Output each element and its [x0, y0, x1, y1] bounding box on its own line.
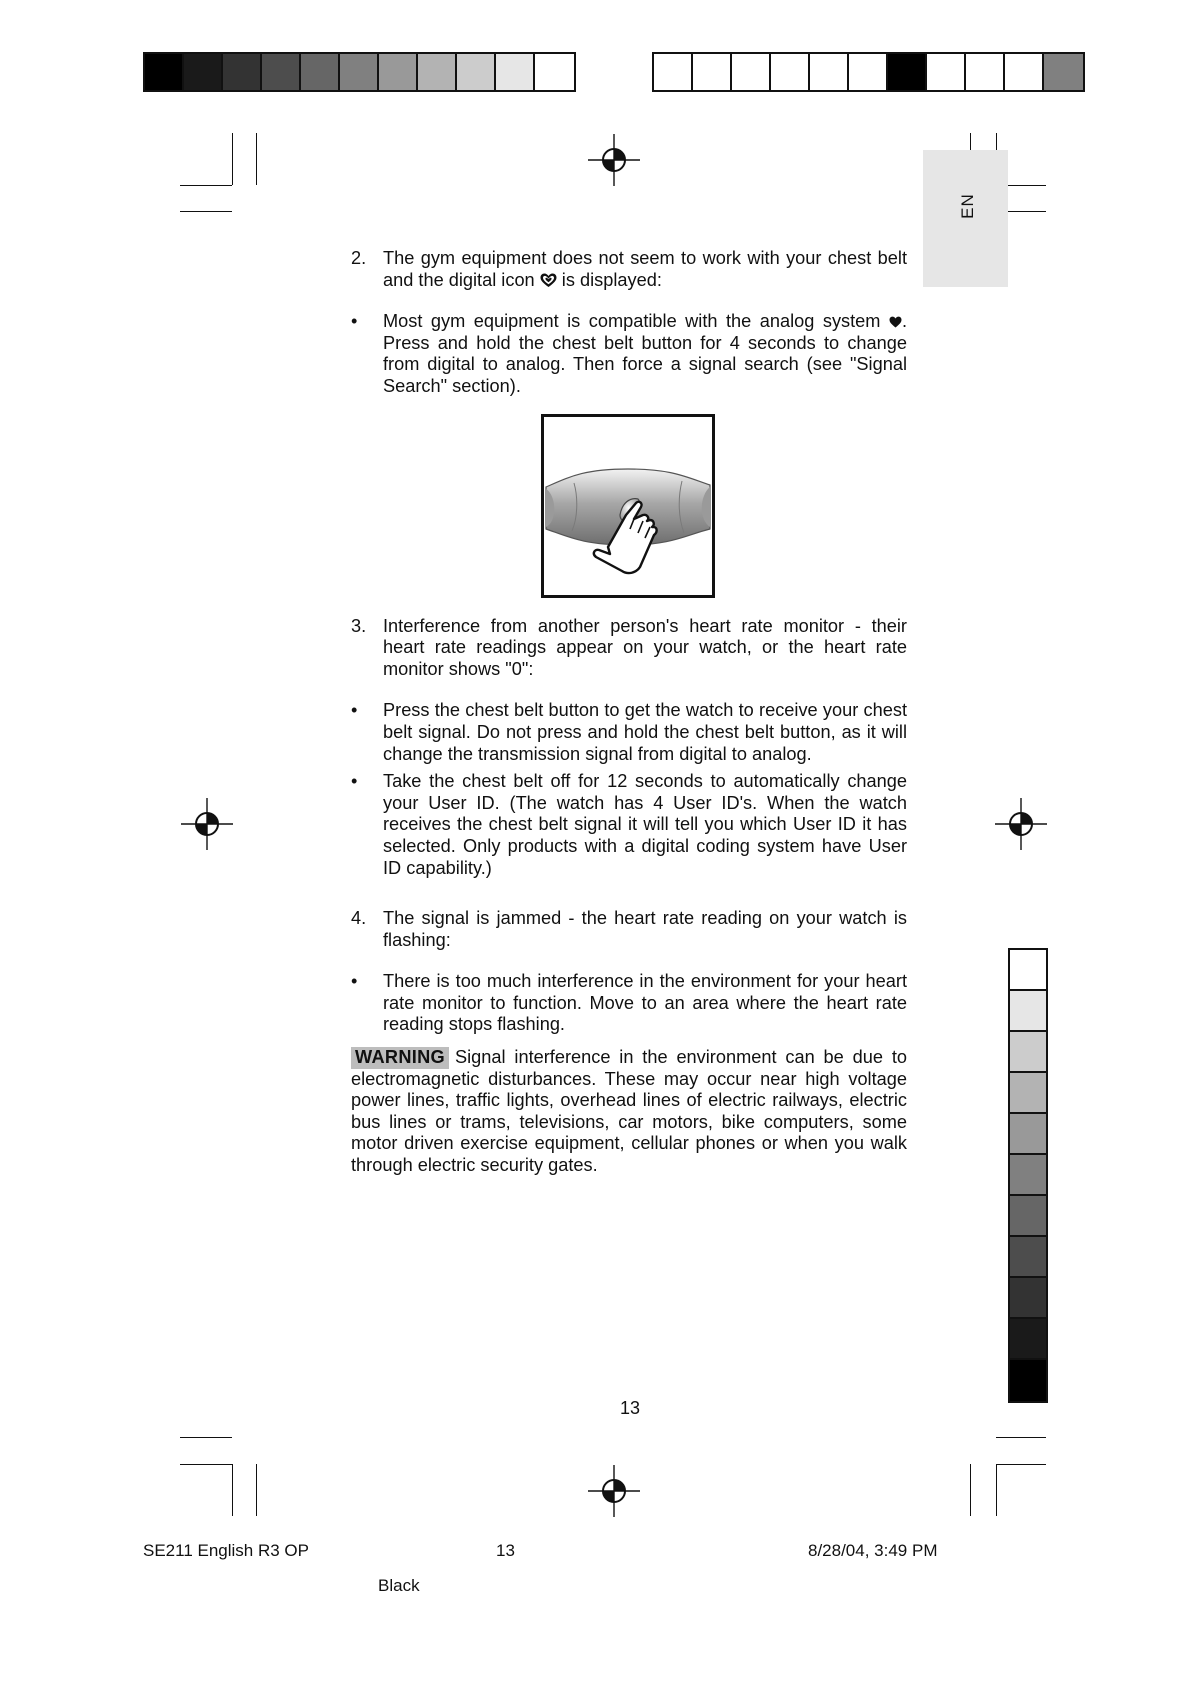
color-swatch [535, 54, 574, 90]
bullet-item [351, 700, 907, 765]
item-text: Press the chest belt button to get the watch to receive your chest belt signal. Do not press and hold the chest belt button, as it will change the transmission signal from digital to analog. [383, 700, 907, 764]
warning-text: Signal interference in the environment can be due to electromagnetic disturbances. These may occur near high voltage power lines, traffic lights, overhead lines of electric railways, electric bus lines or trams, televisions, car motors, bike computers, some motor driven exercise equipment, cellular phones or when you walk through electric security gates. [351, 1047, 907, 1176]
color-swatch [771, 54, 810, 90]
crop-mark [996, 1437, 1046, 1438]
crop-mark [180, 1464, 232, 1465]
side-color-bar [1008, 948, 1048, 1403]
color-swatch [732, 54, 771, 90]
item-text: There is too much interference in the environment for your heart rate monitor to function. Move to an area where the heart rate reading stops flashing. [383, 971, 907, 1035]
list-item-3 [351, 616, 907, 681]
bullet-marker: • [351, 771, 358, 792]
registration-mark-icon [179, 796, 235, 852]
item-text: is displayed: [556, 269, 662, 290]
bullet-item [351, 311, 907, 397]
color-swatch [1005, 54, 1044, 90]
footer-file-name: SE211 English R3 OP [143, 1541, 309, 1560]
color-swatch [1010, 1155, 1046, 1196]
color-swatch [888, 54, 927, 90]
item-text: The signal is jammed - the heart rate reading on your watch is flashing: [383, 908, 907, 950]
color-swatch [496, 54, 535, 90]
list-item-4 [351, 908, 907, 951]
color-swatch [810, 54, 849, 90]
crop-mark [180, 185, 232, 186]
language-tab [923, 150, 1008, 287]
bullet-marker: • [351, 971, 358, 992]
color-swatch [966, 54, 1005, 90]
language-tab-label: EN [957, 193, 977, 219]
color-swatch [340, 54, 379, 90]
color-swatch [693, 54, 732, 90]
warning-label: WARNING [351, 1047, 449, 1069]
list-marker: 3. [351, 615, 367, 636]
color-swatch [145, 54, 184, 90]
item-text: The gym equipment does not seem to work with your chest belt and the digital icon [383, 248, 907, 290]
item-text: Most gym equipment is compatible with the analog system [383, 311, 889, 332]
color-swatch [927, 54, 966, 90]
crop-mark [180, 1437, 232, 1438]
crop-mark [256, 133, 257, 185]
color-swatch [1010, 991, 1046, 1032]
list-marker: 4. [351, 908, 367, 929]
color-swatch [418, 54, 457, 90]
crop-mark [996, 1464, 1046, 1465]
warning-paragraph [351, 1047, 907, 1177]
heart-digital-icon [540, 273, 557, 288]
main-content [351, 248, 907, 1177]
list-item-2 [351, 248, 907, 291]
crop-mark [232, 1464, 233, 1516]
color-swatch [1010, 950, 1046, 991]
color-swatch [301, 54, 340, 90]
color-swatch [379, 54, 418, 90]
chest-belt-button-illustration [541, 414, 715, 598]
top-left-color-bar [143, 52, 576, 92]
crop-mark [996, 1464, 997, 1516]
crop-mark [970, 1464, 971, 1516]
color-swatch [1010, 1319, 1046, 1360]
color-swatch [1010, 1073, 1046, 1114]
bullet-marker: • [351, 311, 358, 332]
item-text: Interference from another person's heart rate monitor - their heart rate readings appear on your watch, or the heart rate monitor shows "0": [383, 615, 907, 679]
color-swatch [262, 54, 301, 90]
color-swatch [1010, 1360, 1046, 1401]
color-swatch [1010, 1237, 1046, 1278]
color-swatch [849, 54, 888, 90]
list-marker: 2. [351, 248, 367, 268]
page-number: 13 [619, 1398, 641, 1418]
item-text: Take the chest belt off for 12 seconds to automatically change your User ID. (The watch has 4 User ID's. When the watch receives the chest belt signal it will tell you which User ID it has selected. Only products with a digital coding system have User ID capability.) [383, 771, 907, 878]
color-swatch [654, 54, 693, 90]
color-swatch [1010, 1278, 1046, 1319]
registration-mark-icon [586, 1463, 642, 1519]
crop-mark [180, 211, 232, 212]
color-swatch [457, 54, 496, 90]
bullet-item [351, 771, 907, 879]
item-text: . Press and hold the chest belt button for 4 seconds to change from digital to analog. Then force a signal search (see "Signal Search" section). [383, 311, 907, 396]
registration-mark-icon [993, 796, 1049, 852]
color-swatch [184, 54, 223, 90]
color-swatch [1010, 1114, 1046, 1155]
chest-belt-icon [544, 417, 712, 595]
crop-mark [232, 133, 233, 185]
crop-mark [256, 1464, 257, 1516]
color-swatch [1044, 54, 1083, 90]
footer-datetime: 8/28/04, 3:49 PM [808, 1541, 938, 1560]
footer-page-number: 13 [496, 1541, 515, 1560]
top-right-color-bar [652, 52, 1085, 92]
registration-mark-icon [586, 132, 642, 188]
heart-analog-icon [889, 316, 902, 328]
bullet-marker: • [351, 700, 358, 721]
footer-color-name: Black [378, 1576, 420, 1595]
bullet-item [351, 971, 907, 1036]
color-swatch [223, 54, 262, 90]
color-swatch [1010, 1032, 1046, 1073]
color-swatch [1010, 1196, 1046, 1237]
